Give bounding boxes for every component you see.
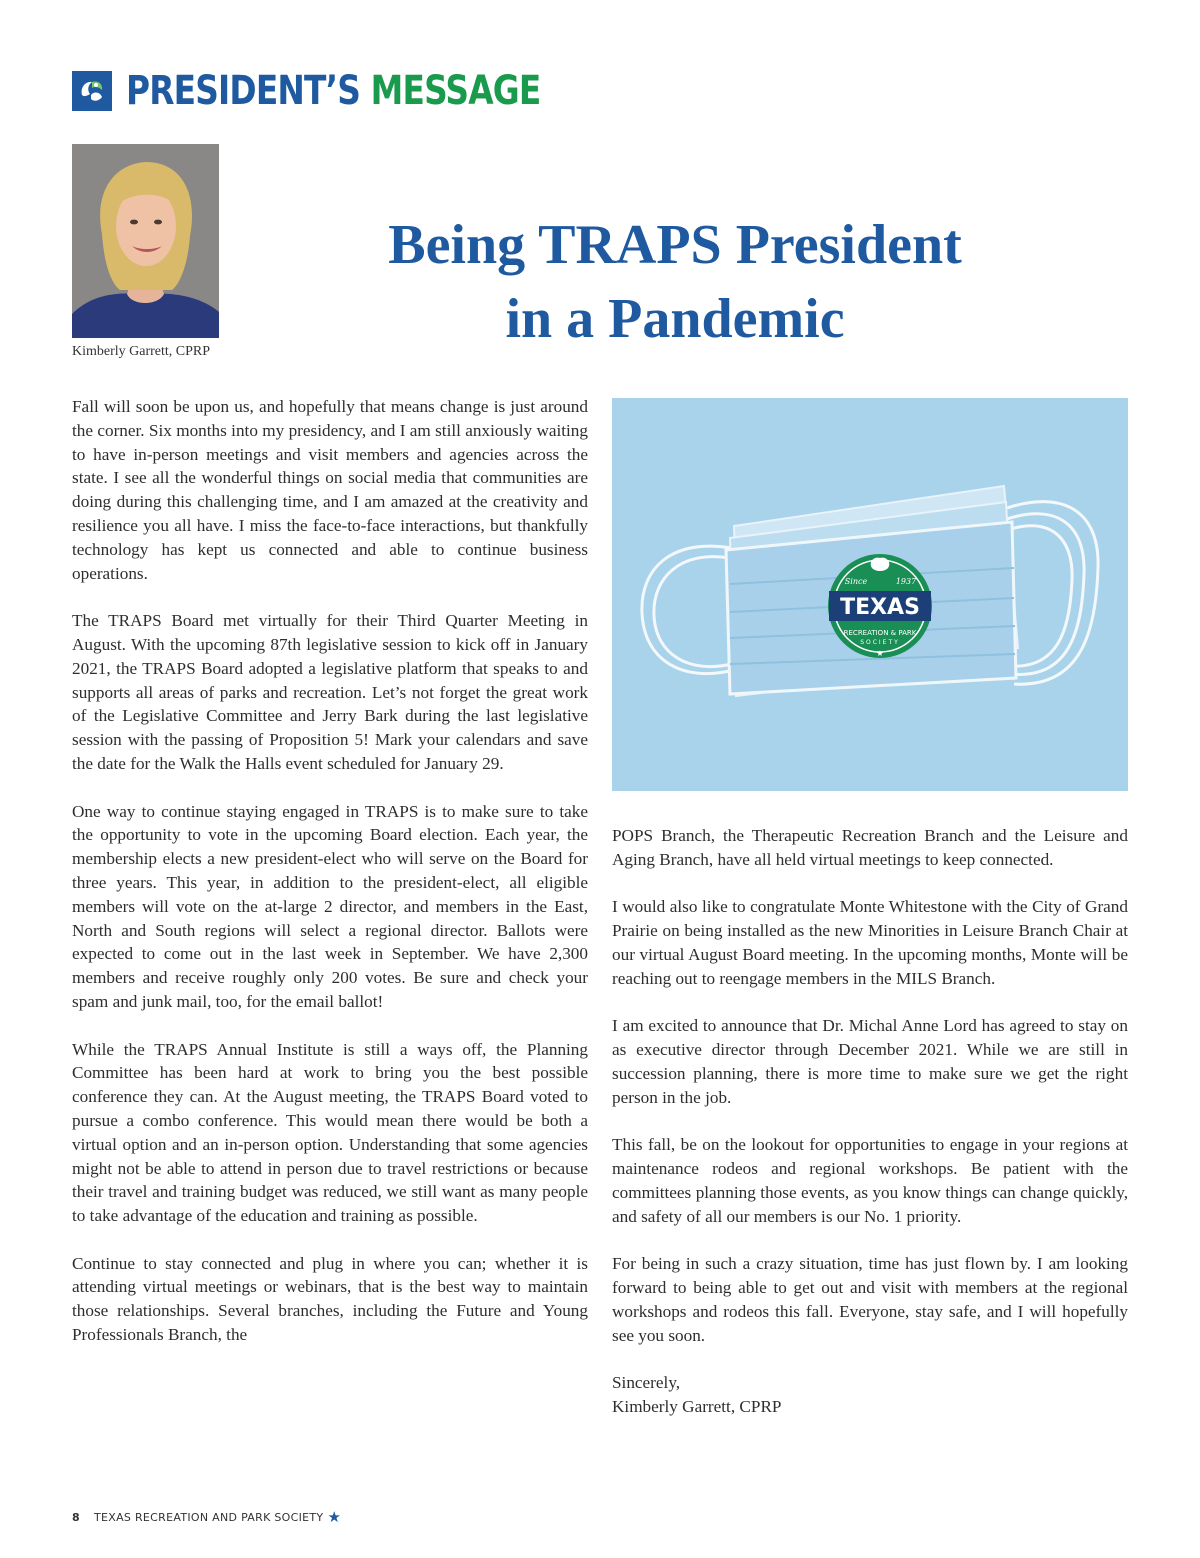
paragraph: One way to continue staying engaged in TRAPS is to make sure to take the opportunity to vote in the upcoming Board election. Each year, the membership elects a new president-elect who will serve on the Board for three years. This year, in addition to the president-elect, all eligible members will vote on the at-large 2 director, and members in the East, North and South regions will select a regional director. Ballots were expected to come out in the last week in September. We have 2,300 members and receive roughly only 200 votes. Be sure and check your spam and junk mail, too, for the email ballot! bbox=[72, 801, 588, 1011]
paragraph: I would also like to congratulate Monte Whitestone with the City of Grand Prairie on being installed as the new Minorities in Leisure Branch Chair at our virtual August Board meeting. In the upcoming months, Monte will be reaching out to reengage members in the MILS Branch. bbox=[612, 897, 1128, 988]
face-mask-photo bbox=[612, 398, 1128, 791]
badge-word: TEXAS bbox=[840, 595, 920, 620]
article-title bbox=[300, 208, 1050, 356]
page-section-title bbox=[126, 68, 540, 114]
photo-caption: Kimberly Garrett, CPRP bbox=[72, 344, 211, 359]
paragraph: Fall will soon be upon us, and hopefully that means change is just around the corner. Six months into my presidency, and I am still anxiously waiting to have in-person meetings and visit members and agencies across the state. I see all the wonderful things on social media that communities are doing during this challenging time, and I am amazed at the creativity and resilience you all have. I miss the face-to-face interactions, but thankfully technology has kept us connected and able to continue business operations. bbox=[72, 397, 588, 583]
section-header bbox=[72, 68, 631, 114]
badge-society: SOCIETY bbox=[860, 639, 900, 646]
badge-year: 1937 bbox=[895, 577, 917, 586]
star-icon: ★ bbox=[327, 1508, 342, 1526]
title-message: MESSAGE bbox=[370, 68, 541, 114]
page-number: 8 bbox=[72, 1510, 80, 1524]
title-president: PRESIDENT’S bbox=[126, 68, 361, 114]
left-column bbox=[72, 395, 588, 1371]
paragraph: For being in such a crazy situation, time has just flown by. I am looking forward to being able to get out and visit with members at the regional workshops and rodeos this fall. Everyone, stay safe, and I will hopefully see you soon. bbox=[612, 1254, 1128, 1345]
paragraph: While the TRAPS Annual Institute is still a ways off, the Planning Committee has been hard at work to bring you the best possible conference they can. At the August meeting, the TRAPS Board voted to pursue a combo conference. This would mean there would be both a virtual option and an in-person option. Understanding that some agencies might not be able to attend in person due to travel restrictions or because their travel and training budget was reduced, we still want as many people to take advantage of the education and training as possible. bbox=[72, 1039, 588, 1226]
article-title-line-1: Being TRAPS President bbox=[388, 214, 962, 276]
right-column bbox=[612, 824, 1128, 1419]
signoff-name: Kimberly Garrett, CPRP bbox=[612, 1397, 782, 1417]
article-title-line-2: in a Pandemic bbox=[505, 288, 845, 350]
paragraph: The TRAPS Board met virtually for their Third Quarter Meeting in August. With the upcoming 87th legislative session to kick off in January 2021, the TRAPS Board adopted a legislative platform that speaks to and supports all areas of parks and recreation. Let’s not forget the great work of the Legislative Committee and Jerry Bark during the last legislative session with the passing of Proposition 5! Mark your calendars and save the date for the Walk the Halls event scheduled for January 29. bbox=[72, 611, 588, 773]
svg-text:★: ★ bbox=[876, 649, 884, 658]
author-photo bbox=[72, 144, 219, 338]
paragraph: Continue to stay connected and plug in where you can; whether it is attending virtual meetings or webinars, that is the best way to maintain those relationships. Several branches, including the Future and Young Professionals Branch, the bbox=[72, 1253, 588, 1345]
signoff-line-1: Sincerely, bbox=[612, 1373, 681, 1393]
badge-subtitle: RECREATION & PARK bbox=[843, 629, 917, 637]
page-footer bbox=[72, 1508, 341, 1526]
badge-since: Since bbox=[844, 577, 868, 586]
paragraph: POPS Branch, the Therapeutic Recreation Branch and the Leisure and Aging Branch, have all held virtual meetings to keep connected. bbox=[612, 826, 1128, 869]
signoff bbox=[612, 1371, 1128, 1419]
publication-name: TEXAS RECREATION AND PARK SOCIETY bbox=[93, 1510, 324, 1524]
paragraph: I am excited to announce that Dr. Michal Anne Lord has agreed to stay on as executive director through December 2021. While we are still in succession planning, there is more time to make sure we get the right person in the job. bbox=[612, 1016, 1128, 1107]
paragraph: This fall, be on the lookout for opportunities to engage in your regions at maintenance rodeos and regional workshops. Be patient with the committees planning those events, as you know things can change quickly, and safety of all our members is our No. 1 priority. bbox=[612, 1135, 1128, 1226]
traps-logo-icon bbox=[72, 71, 112, 111]
